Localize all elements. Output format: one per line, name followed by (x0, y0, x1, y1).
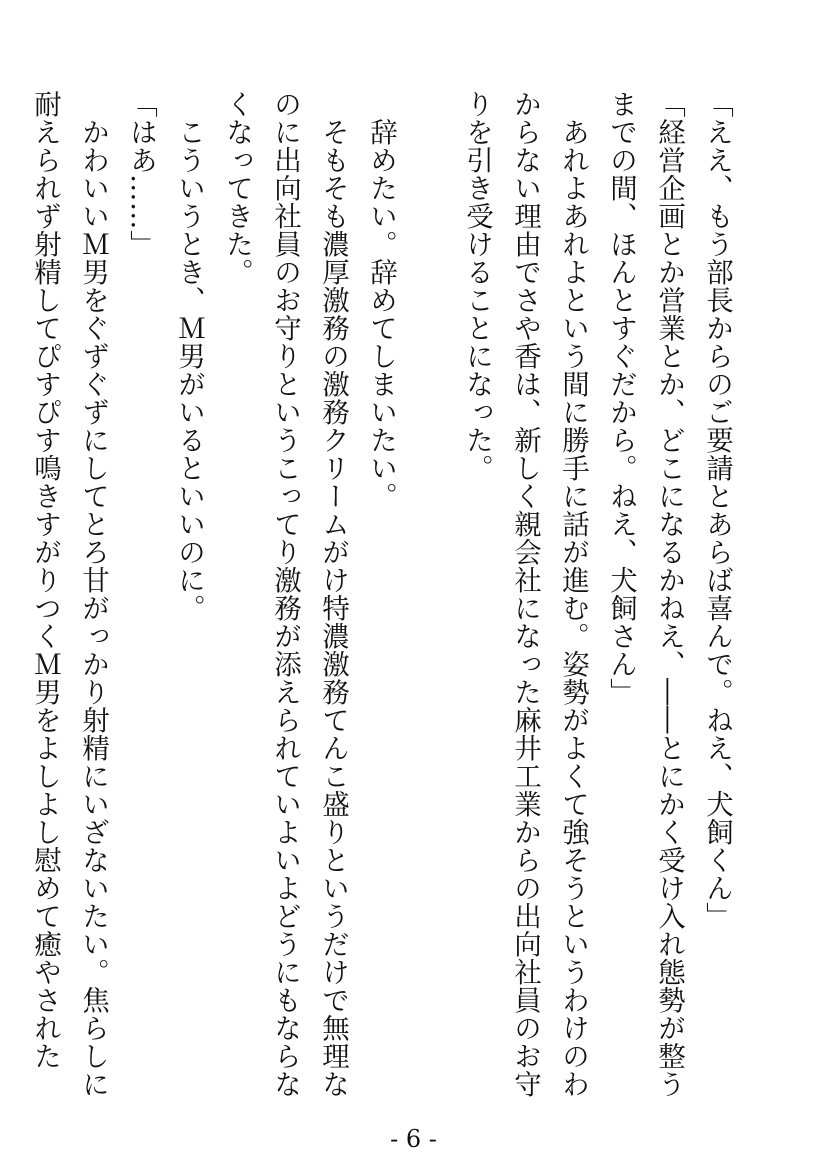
text-line: あれよあれよという間に勝手に話が進む。姿勢がよくて強そうというわけのわ (557, 90, 589, 1098)
text-line: からない理由でさや香は、新しく親会社になった麻井工業からの出向社員のお守 (509, 90, 541, 1098)
text-line: 辞めたい。辞めてしまいたい。 (365, 90, 397, 510)
text-line: そもそも濃厚激務の激務クリームがけ特濃激務てんこ盛りというだけで無理な (317, 90, 349, 1098)
text-line: くなってきた。 (221, 90, 253, 286)
page-number: - 6 - (390, 1125, 437, 1153)
blank-line (405, 90, 453, 1090)
vertical-text-body (29, 90, 741, 1098)
text-line: りを引き受けることになった。 (461, 90, 493, 482)
text-line: 「はあ……」 (125, 90, 157, 258)
text-line: 「経営企画とか営業とか、どこになるかねえ、――とにかく受け入れ態勢が整う (653, 90, 685, 1098)
text-line: 耐えられず射精してぴすぴす鳴きすがりつくＭ男をよしよし慰めて癒やされた (29, 90, 61, 1070)
text-line: こういうとき、Ｍ男がいるといいのに。 (173, 90, 205, 622)
text-line: 「ええ、もう部長からのご要請とあらば喜んで。ねえ、犬飼くん」 (701, 90, 733, 930)
text-line: のに出向社員のお守りというこってり激務が添えられていよいよどうにもならな (269, 90, 301, 1098)
text-line: までの間、ほんとすぐだから。ねえ、犬飼さん」 (605, 90, 637, 706)
text-line: かわいいＭ男をぐずぐずにしてとろ甘がっかり射精にいざないたい。焦らしに (77, 90, 109, 1098)
